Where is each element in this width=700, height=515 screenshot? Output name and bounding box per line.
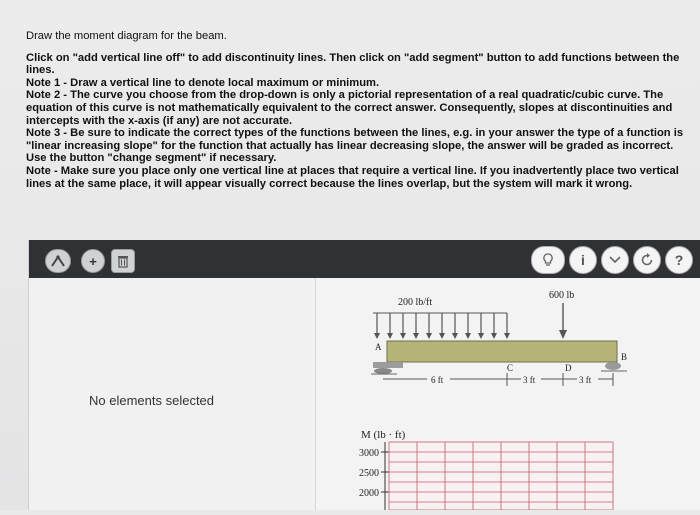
trash-icon[interactable] (111, 249, 135, 273)
note-3: Note 3 - Be sure to indicate the correct types of the functions between the lines, e.g. in your answer the type of a function is "linear increasing slope" for the function that actually has linear decreasing slope, the answer will be graded as incorrect. Use the button "change segment" if necessary. (26, 127, 684, 165)
note-4: Note - Make sure you place only one vertical line at places that require a vertical line. If you inadvertently place two vertical lines at the same place, it will appear visually correct because the lines overlap, but the system will mark it wrong. (26, 164, 679, 190)
chevron-down-icon[interactable] (601, 246, 629, 274)
y-tick-3000: 3000 (359, 448, 379, 459)
vertical-line-tool-icon[interactable] (45, 249, 71, 273)
info-symbol: i (581, 252, 585, 268)
properties-pane (29, 278, 316, 510)
beam-diagram (315, 278, 700, 510)
point-load-label: 600 lb (549, 290, 575, 301)
distributed-load-arrows (377, 313, 507, 336)
distributed-load-arrowheads (374, 333, 510, 339)
refresh-icon[interactable] (633, 246, 661, 274)
problem-title: Draw the moment diagram for the beam. (26, 30, 227, 42)
note-1: Note 1 - Draw a vertical line to denote local maximum or minimum. (26, 76, 380, 89)
y-tick-2000: 2000 (359, 488, 379, 499)
plus-icon[interactable] (81, 249, 105, 273)
beam (387, 341, 617, 362)
no-selection-text: No elements selected (89, 393, 215, 408)
dimension-6ft: 6 ft (431, 375, 444, 385)
lightbulb-icon[interactable] (531, 246, 565, 274)
y-tick-2500: 2500 (359, 468, 379, 479)
dimension-3ft-left: 3 ft (523, 375, 536, 385)
beam-diagram-svg (315, 278, 700, 510)
distributed-load-label: 200 lb/ft (398, 297, 433, 308)
drawing-tool-panel (28, 240, 700, 510)
moment-axis-label: M (lb · ft) (361, 429, 406, 441)
toolbar-right-group (531, 246, 693, 272)
point-d-label: D (565, 363, 572, 373)
point-load-arrowhead (559, 330, 567, 339)
moment-grid[interactable] (389, 442, 613, 510)
toolbar (29, 240, 700, 278)
note-2: Note 2 - The curve you choose from the drop-down is only a pictorial representation of a real quadratic/cubic curve. The equation of this curve is not mathematically equivalent to the correct answer. Consequently, slopes at discontinuities and intercepts with the x-axis (if any) are not accurate. (26, 89, 673, 127)
instruction-text: Click on "add vertical line off" to add discontinuity lines. Then click on "add segment" button to add functions between the lines. (26, 51, 680, 77)
support-a (371, 362, 403, 374)
add-symbol: + (89, 253, 97, 269)
question-icon[interactable] (665, 246, 693, 274)
info-icon[interactable] (569, 246, 597, 274)
support-b (601, 362, 627, 371)
point-c-label: C (507, 363, 514, 373)
dimension-3ft-right: 3 ft (579, 375, 592, 385)
help-symbol: ? (674, 252, 684, 268)
problem-instructions (26, 30, 694, 190)
point-b-label: B (621, 352, 628, 362)
point-a-label: A (375, 342, 382, 352)
